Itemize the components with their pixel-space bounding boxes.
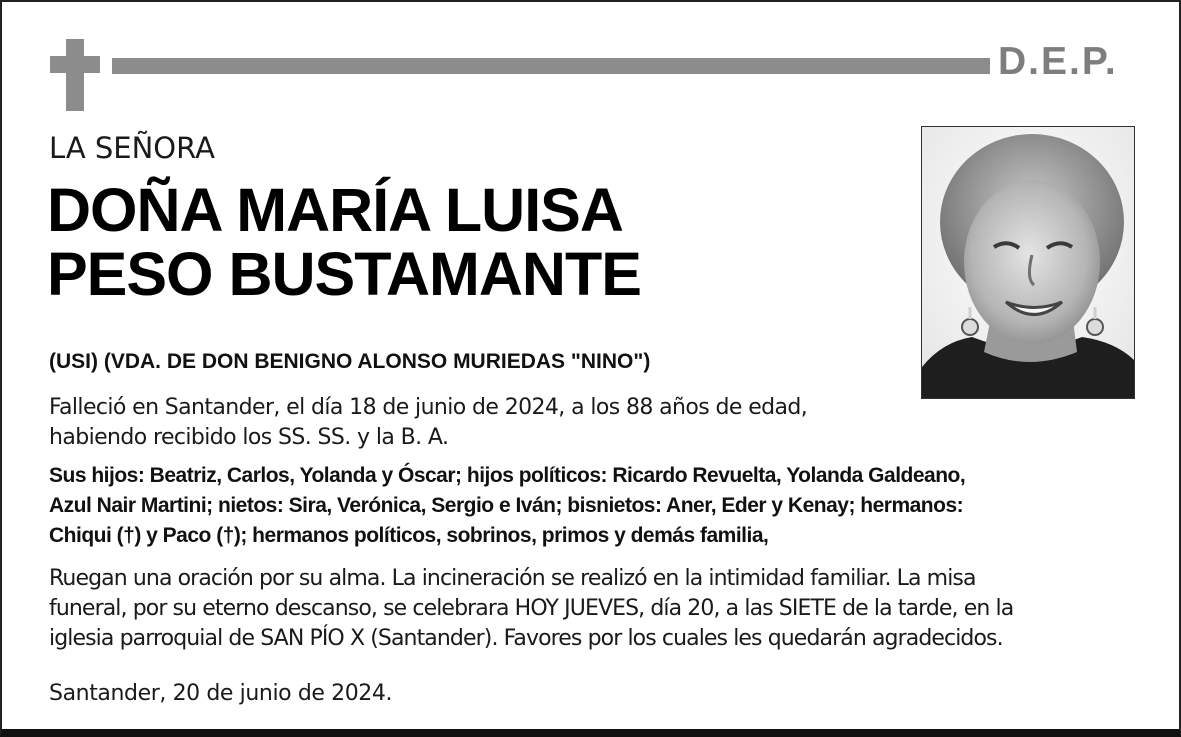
- name-line-2: PESO BUSTAMANTE: [47, 240, 641, 308]
- family-line-3: Chiqui (†) y Paco (†); hermanos políticos, sobrinos, primos y demás familia,: [49, 524, 769, 547]
- death-notice-paragraph: [49, 393, 909, 453]
- service-line-2: funeral, por su eterno descanso, se celebrara HOY JUEVES, día 20, a las SIETE de la tarde, en la: [49, 596, 1014, 621]
- dep-label: D.E.P.: [998, 40, 1118, 83]
- service-line-3: iglesia parroquial de SAN PÍO X (Santander). Favores por los cuales les quedarán agradecidos.: [49, 626, 1003, 651]
- death-line-2: habiendo recibido los SS. SS. y la B. A.: [49, 425, 449, 450]
- service-line-1: Ruegan una oración por su alma. La incineración se realizó en la intimidad familiar. La misa: [49, 566, 976, 591]
- family-line-2: Azul Nair Martini; nietos: Sira, Verónica, Sergio e Iván; bisnietos: Aner, Eder y Kenay; hermanos:: [49, 494, 964, 517]
- family-line-1: Sus hijos: Beatriz, Carlos, Yolanda y Óscar; hijos políticos: Ricardo Revuelta, Yolanda Galdeano,: [49, 464, 966, 487]
- name-line-1: DOÑA MARÍA LUISA: [47, 176, 623, 244]
- family-paragraph: [49, 461, 1139, 551]
- portrait-photo: [921, 126, 1135, 399]
- title-label: LA SEÑORA: [49, 131, 215, 165]
- death-line-1: Falleció en Santander, el día 18 de junio de 2024, a los 88 años de edad,: [49, 395, 808, 420]
- cross-icon: [50, 39, 100, 111]
- subtitle-widow-of: (USI) (VDA. DE DON BENIGNO ALONSO MURIEDAS "NINO"): [49, 350, 651, 373]
- service-paragraph: [49, 564, 1149, 654]
- header-divider: [112, 58, 990, 74]
- deceased-name: [47, 178, 641, 306]
- place-date: Santander, 20 de junio de 2024.: [49, 681, 393, 706]
